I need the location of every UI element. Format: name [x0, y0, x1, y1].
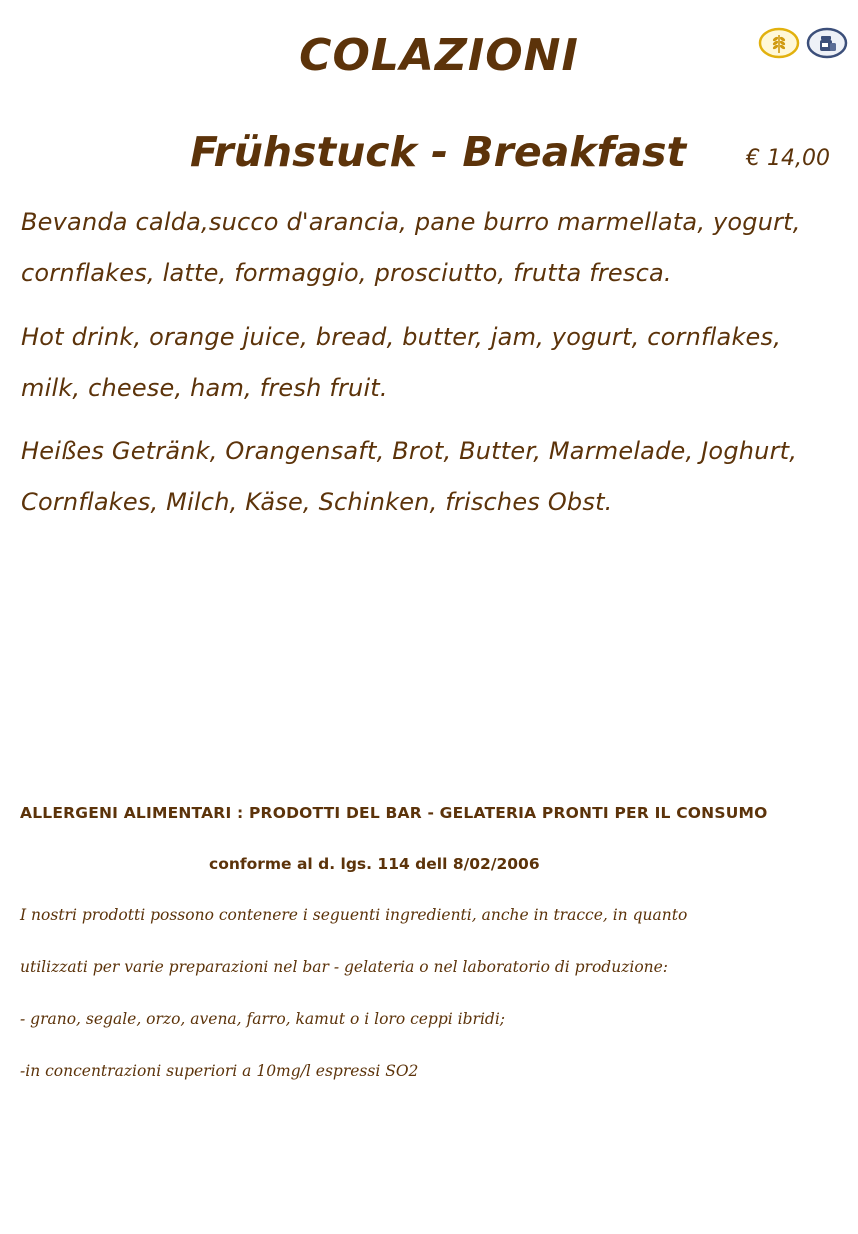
- description-english: Hot drink, orange juice, bread, butter, jam, yogurt, cornflakes, milk, cheese, ham, fresh fruit.: [21, 323, 782, 402]
- allergens-reference: conforme al d. lgs. 114 dell 8/02/2006: [209, 855, 540, 873]
- jar-icon: [806, 27, 848, 59]
- allergens-line: utilizzati per varie preparazioni nel bar - gelateria o nel laboratorio di produzione:: [20, 958, 669, 976]
- menu-subtitle: Frühstuck - Breakfast: [190, 128, 687, 176]
- allergens-heading: ALLERGENI ALIMENTARI : PRODOTTI DEL BAR - GELATERIA PRONTI PER IL CONSUMO: [20, 804, 768, 822]
- wheat-icon: [758, 27, 800, 59]
- description-german: Heißes Getränk, Orangensaft, Brot, Butter, Marmelade, Joghurt, Cornflakes, Milch, Käse, Schinken, frisches Obst.: [21, 437, 798, 516]
- allergens-line: -in concentrazioni superiori a 10mg/l espressi SO2: [20, 1062, 419, 1080]
- allergens-line: - grano, segale, orzo, avena, farro, kamut o i loro ceppi ibridi;: [20, 1010, 506, 1028]
- allergen-icons: [758, 27, 848, 59]
- price-label: € 14,00: [746, 146, 830, 171]
- menu-title: COLAZIONI: [299, 30, 579, 81]
- allergens-line: I nostri prodotti possono contenere i seguenti ingredienti, anche in tracce, in quanto: [20, 906, 688, 924]
- description-italian: Bevanda calda,succo d'arancia, pane burro marmellata, yogurt, cornflakes, latte, formaggio, prosciutto, frutta fresca.: [21, 208, 801, 287]
